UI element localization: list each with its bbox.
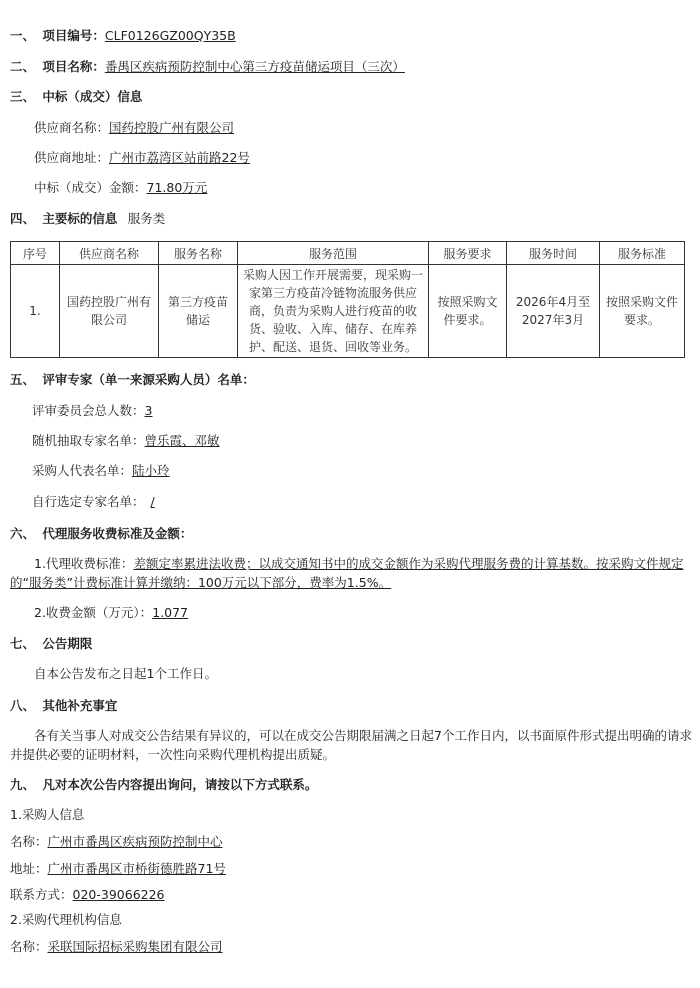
- section-title: 代理服务收费标准及金额：: [42, 526, 193, 541]
- table-header: 服务标准: [600, 242, 685, 265]
- self-selected-value: /: [150, 494, 155, 509]
- section-1-project-number: [10, 27, 236, 45]
- service-table: [10, 241, 685, 358]
- buyer-name-value: 广州市番禺区疾病预防控制中心: [47, 834, 223, 849]
- agent-name-value: 采联国际招标采购集团有限公司: [47, 939, 223, 954]
- section-8-heading: [10, 697, 117, 715]
- fee-standard-label: 1.代理收费标准：: [34, 556, 134, 571]
- row-service-name: 第三方疫苗储运: [159, 265, 238, 358]
- section-number: 三、: [10, 89, 36, 104]
- supplier-address-row: [34, 149, 250, 167]
- supplier-name-label: 供应商名称：: [34, 120, 110, 135]
- purchaser-rep-row: [32, 462, 170, 480]
- project-number-value: CLF0126GZ00QY35B: [104, 28, 236, 43]
- section-number: 八、: [10, 698, 36, 713]
- section-number: 五、: [10, 372, 36, 387]
- fee-amount-value: 1.077: [152, 605, 188, 620]
- buyer-address-value: 广州市番禺区市桥街德胜路71号: [47, 861, 226, 876]
- fee-standard-line1: [34, 555, 683, 573]
- section-number: 四、: [10, 211, 36, 226]
- random-experts-row: [32, 432, 220, 450]
- row-number: 1.: [11, 265, 60, 358]
- section-title: 凡对本次公告内容提出询问，请按以下方式联系。: [42, 777, 318, 792]
- section-6-heading: [10, 525, 192, 543]
- random-experts-label: 随机抽取专家名单：: [32, 433, 145, 448]
- supplier-address-label: 供应商地址：: [34, 150, 110, 165]
- fee-standard-line2: [10, 574, 391, 592]
- buyer-address-label: 地址：: [10, 861, 48, 876]
- buyer-name-label: 名称：: [10, 834, 48, 849]
- section-number: 九、: [10, 777, 36, 792]
- award-amount-label: 中标（成交）金额：: [34, 180, 147, 195]
- agent-name-row: [10, 938, 223, 956]
- section-number: 一、: [10, 28, 36, 43]
- buyer-name-row: [10, 833, 223, 851]
- committee-count-row: [32, 402, 152, 420]
- buyer-info-title: 1.采购人信息: [10, 807, 85, 822]
- agent-info-title: 2.采购代理机构信息: [10, 912, 122, 927]
- supplementary-line2: 并提供必要的证明材料，一次性向采购代理机构提出质疑。: [10, 747, 336, 762]
- table-header: 服务时间: [507, 242, 600, 265]
- row-supplier: 国药控股广州有限公司: [60, 265, 159, 358]
- section-number: 七、: [10, 636, 36, 651]
- category-label: 服务类: [127, 211, 166, 226]
- table-header: 服务范围: [238, 242, 429, 265]
- section-9-heading: [10, 776, 317, 794]
- self-selected-label: 自行选定专家名单：: [32, 494, 145, 509]
- notice-period-text: 自本公告发布之日起1个工作日。: [34, 666, 217, 681]
- table-header: 供应商名称: [60, 242, 159, 265]
- section-7-heading: [10, 635, 92, 653]
- purchaser-rep-label: 采购人代表名单：: [32, 463, 133, 478]
- supplier-address-value: 广州市荔湾区站前路22号: [109, 150, 250, 165]
- table-header: 服务名称: [159, 242, 238, 265]
- section-title: 其他补充事宜: [42, 698, 118, 713]
- table-header-row: [11, 242, 685, 265]
- purchaser-rep-value: 陆小玲: [132, 463, 170, 478]
- buyer-contact-value: 020-39066226: [72, 887, 165, 902]
- table-row: [11, 265, 685, 358]
- fee-amount-label: 2.收费金额（万元）：: [34, 605, 153, 620]
- random-experts-value: 曾乐霞、邓敏: [144, 433, 220, 448]
- section-title: 评审专家（单一来源采购人员）名单：: [42, 372, 255, 387]
- section-3-heading: [10, 88, 142, 106]
- fee-amount-row: [34, 604, 188, 622]
- buyer-contact-row: [10, 886, 165, 904]
- section-2-project-name: [10, 58, 405, 76]
- section-number: 二、: [10, 59, 36, 74]
- self-selected-row: [32, 493, 161, 511]
- committee-count-label: 评审委员会总人数：: [32, 403, 145, 418]
- table-header: 序号: [11, 242, 60, 265]
- section-title: 主要标的信息: [42, 211, 118, 226]
- supplier-name-value: 国药控股广州有限公司: [109, 120, 235, 135]
- committee-count-value: 3: [144, 403, 153, 418]
- section-title: 公告期限: [42, 636, 93, 651]
- row-service-time: 2026年4月至2027年3月: [507, 265, 600, 358]
- section-title: 中标（成交）信息: [42, 89, 143, 104]
- section-number: 六、: [10, 526, 36, 541]
- project-name-value: 番禺区疾病预防控制中心第三方疫苗储运项目（三次）: [104, 59, 405, 74]
- section-5-heading: [10, 371, 255, 389]
- project-number-label: 项目编号：: [42, 28, 105, 43]
- buyer-contact-label: 联系方式：: [10, 887, 73, 902]
- award-amount-value: 71.80万元: [146, 180, 208, 195]
- award-amount-row: [34, 179, 207, 197]
- section-4-heading: [10, 210, 165, 228]
- fee-standard-text: 差额定率累进法收费；以成交通知书中的成交金额作为采购代理服务费的计算基数。按采购文件规定: [133, 556, 684, 571]
- agent-name-label: 名称：: [10, 939, 48, 954]
- row-service-requirement: 按照采购文件要求。: [429, 265, 507, 358]
- table-header: 服务要求: [429, 242, 507, 265]
- fee-standard-text: 的“服务类”计费标准计算并缴纳：100万元以下部分，费率为1.5%。: [10, 575, 392, 590]
- buyer-address-row: [10, 860, 226, 878]
- supplementary-line1: 各有关当事人对成交公告结果有异议的，可以在成交公告期限届满之日起7个工作日内，以书面原件形式提出明确的请求: [34, 728, 692, 743]
- row-service-scope: 采购人因工作开展需要，现采购一家第三方疫苗冷链物流服务供应商，负责为采购人进行疫苗的收货、验收、入库、储存、在库养护、配送、退货、回收等业务。: [238, 265, 429, 358]
- row-service-standard: 按照采购文件要求。: [600, 265, 685, 358]
- project-name-label: 项目名称：: [42, 59, 105, 74]
- supplier-name-row: [34, 119, 234, 137]
